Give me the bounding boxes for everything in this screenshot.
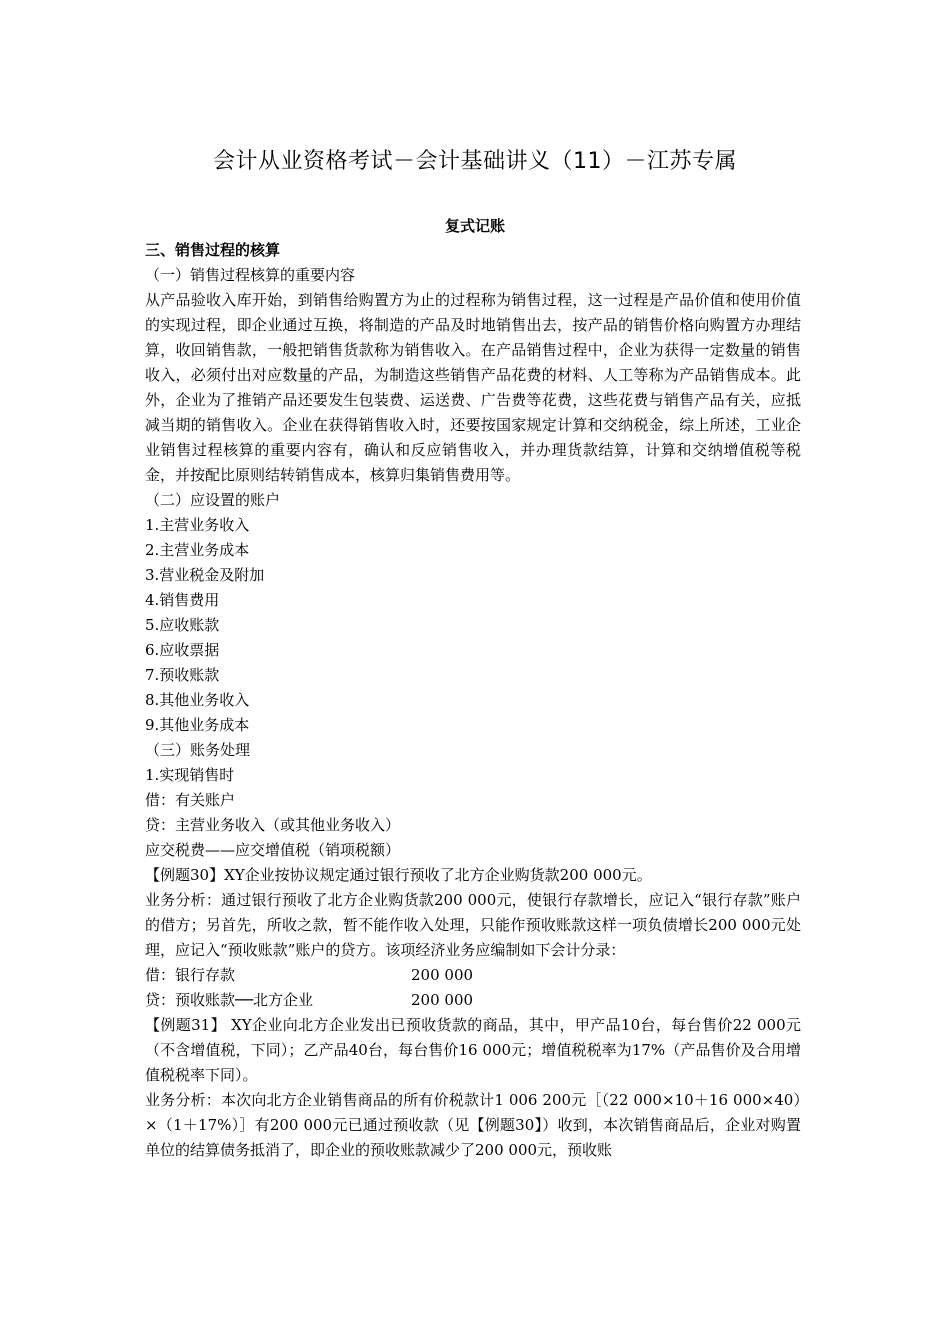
account-list-item: 9.其他业务成本 — [145, 716, 250, 734]
account-list-item: 5.应收账款 — [145, 616, 220, 634]
account-list-item: 8.其他业务收入 — [145, 691, 250, 709]
account-list-item: 4.销售费用 — [145, 591, 220, 609]
journal-tax-line: 应交税费——应交增值税（销项税额） — [145, 841, 401, 859]
account-list-item: 6.应收票据 — [145, 641, 220, 659]
journal-amount: 200 000 — [411, 966, 474, 984]
document-title: 会计从业资格考试－会计基础讲义（11）－江苏专属 — [213, 149, 737, 174]
journal-debit-line: 借：有关账户 — [145, 791, 236, 809]
paragraph: 从产品验收入库开始，到销售给购置方为止的过程称为销售过程，这一过程是产品价值和使用价值的实现过程，即企业通过互换，将制造的产品及时地销售出去，按产品的销售价格向购置方办理结算，收回销售款，一般把销售货款称为销售收入。在产品销售过程中，企业为获得一定数量的销售收入，必须付出对应数量的产品，为制造这些销售产品花费的材料、人工等称为产品销售成本。此外，企业为了推销产品还要发生包装费、运送费、广告费等花费，这些花费与销售产品有关，应抵减当期的销售收入。企业在获得销售收入时，还要按国家规定计算和交纳税金，综上所述，工业企业销售过程核算的重要内容有，确认和反应销售收入，并办理货款结算，计算和交纳增值税等税金，并按配比原则结转销售成本，核算归集销售费用等。 — [145, 291, 801, 484]
example-30: 【例题30】XY企业按协议规定通过银行预收了北方企业购货款200 000元。 — [145, 866, 652, 884]
analysis-30: 业务分析：通过银行预收了北方企业购货款200 000元，使银行存款增长，应记入“银行存款”账户的借方；另首先，所收之款，暂不能作收入处理，只能作预收账款这样一项负债增长200 000元处理，应记入“预收账款”账户的贷方。该项经济业务应编制如下会计分录： — [145, 891, 801, 959]
journal-amount: 200 000 — [411, 991, 474, 1009]
subsection-heading: （三）账务处理 — [145, 741, 251, 759]
journal-account: 借：银行存款 — [145, 966, 236, 984]
example-31: 【例题31】 XY企业向北方企业发出已预收货款的商品，其中，甲产品10台，每台售价22 000元（不含增值税，下同）；乙产品40台，每台售价16 000元；增值税税率为17%（产品售价及合用增值税税率下同）。 — [145, 1016, 801, 1084]
journal-account: 贷：预收账款──北方企业 — [145, 991, 314, 1009]
section-heading: 三、销售过程的核算 — [145, 241, 281, 259]
journal-credit-line: 贷：主营业务收入（或其他业务收入） — [145, 816, 401, 834]
account-list-item: 7.预收账款 — [145, 666, 220, 684]
step-heading: 1.实现销售时 — [145, 766, 235, 784]
account-list-item: 3.营业税金及附加 — [145, 566, 265, 584]
journal-entry-row — [145, 988, 801, 1013]
subsection-heading: （二）应设置的账户 — [145, 491, 281, 509]
document-subtitle: 复式记账 — [444, 217, 505, 235]
analysis-31: 业务分析：本次向北方企业销售商品的所有价税款计1 006 200元［（22 000×10＋16 000×40）×（1＋17%）］有200 000元已通过预收款（见【例题30】）收到，本次销售商品后，企业对购置单位的结算债务抵消了，即企业的预收账款减少了200 000元，预收账 — [145, 1091, 801, 1159]
account-list-item: 2.主营业务成本 — [145, 541, 250, 559]
subsection-heading: （一）销售过程核算的重要内容 — [145, 266, 356, 284]
journal-entry-row — [145, 963, 801, 988]
account-list-item: 1.主营业务收入 — [145, 516, 250, 534]
document-body — [145, 238, 801, 1163]
